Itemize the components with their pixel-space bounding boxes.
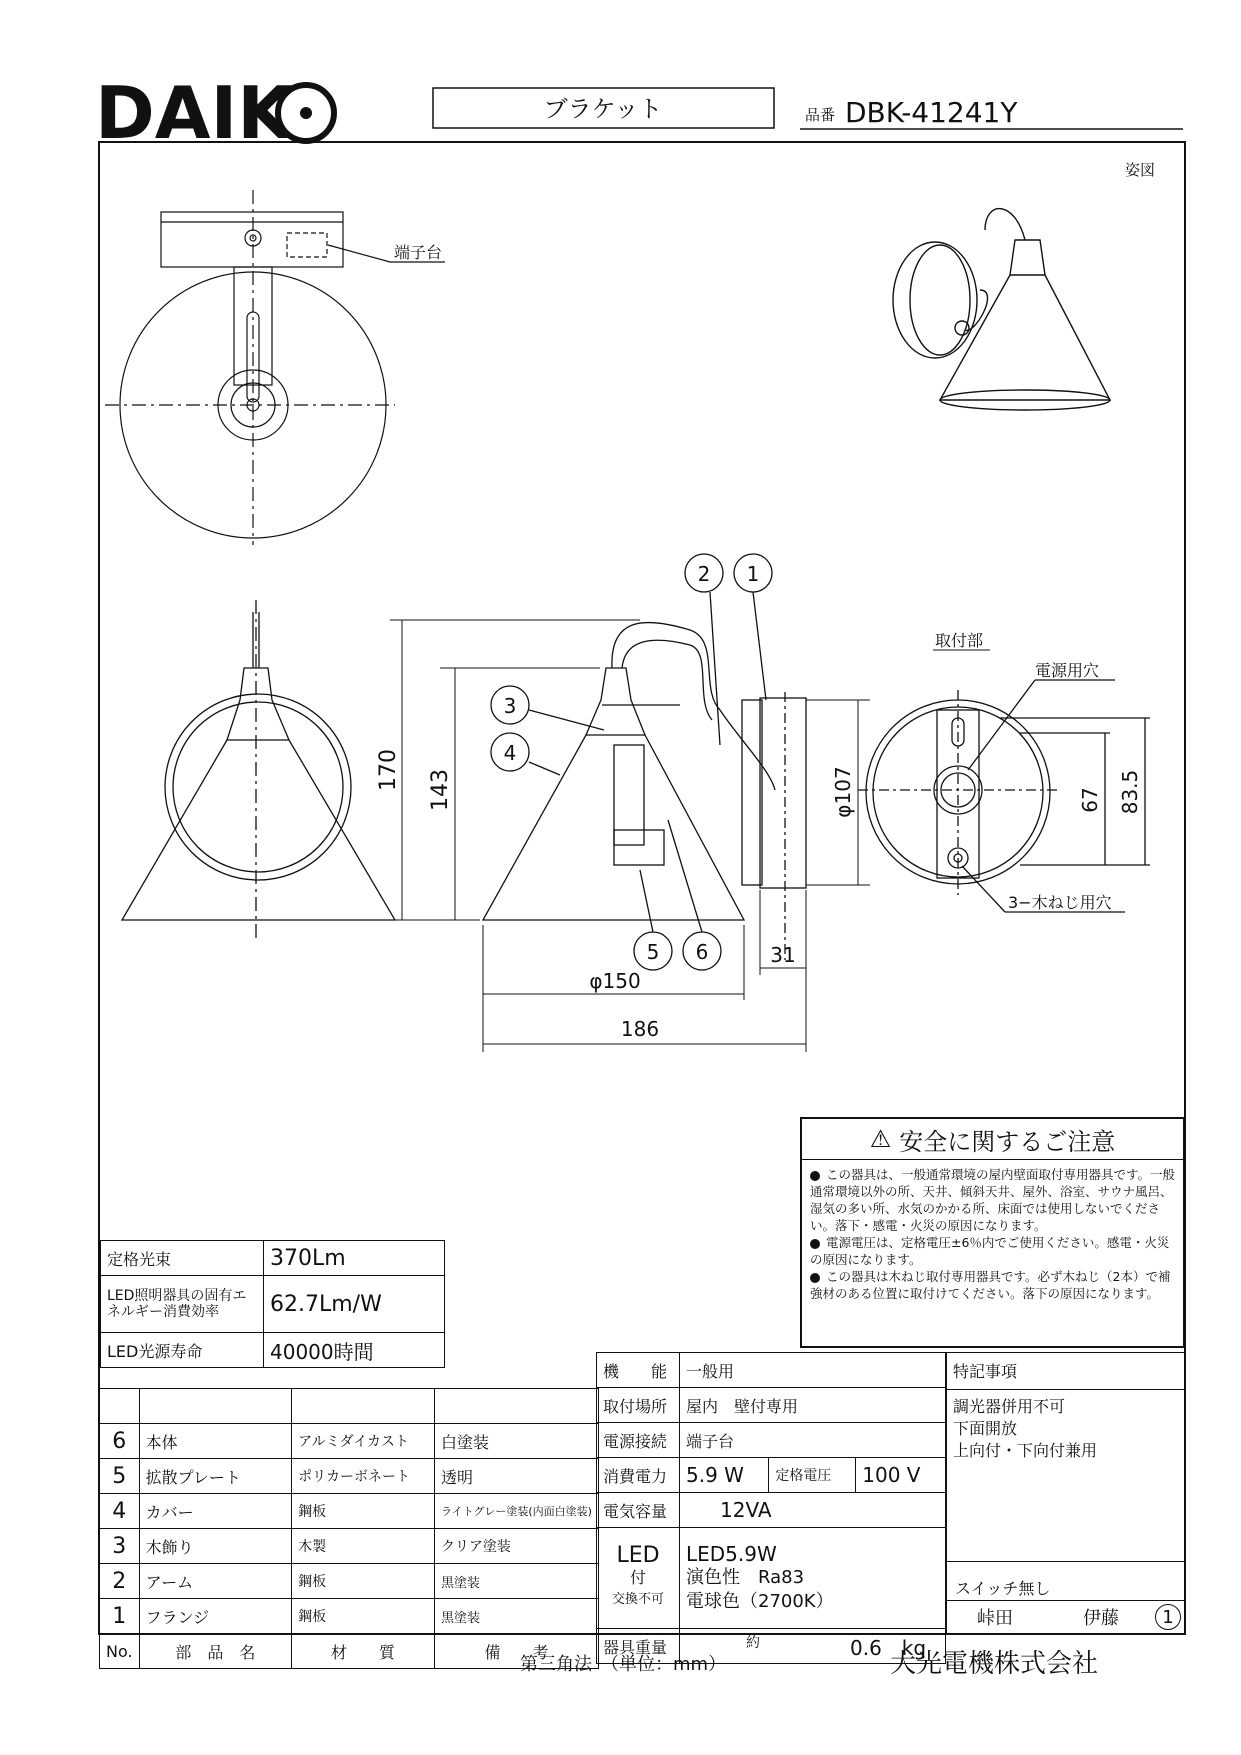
dim-143: 143: [428, 769, 453, 811]
mount-view: [858, 680, 1150, 912]
table-row: 6 本体 アルミダイカスト 白塗装: [100, 1424, 599, 1459]
power-hole-label: 電源用穴: [1035, 661, 1100, 680]
bullet-icon: [810, 1239, 820, 1249]
part-number: DBK-41241Y: [845, 96, 1018, 129]
dim-107: φ107: [831, 766, 855, 818]
dim-67: 67: [1078, 787, 1102, 813]
front-view: [122, 600, 395, 940]
safety-title: ⚠ 安全に関するご注意: [802, 1119, 1183, 1160]
perf-label: LED照明器具の固有エネルギー消費効率: [101, 1276, 264, 1333]
company-name: 大光電機株式会社: [890, 1649, 1099, 1679]
projection-note: 第三角法 （単位：mm）: [520, 1654, 727, 1675]
note-line: 下面開放: [953, 1419, 1018, 1438]
switch-note: スイッチ無し: [947, 1561, 1184, 1613]
parts-table: [99, 1388, 599, 1669]
table-row: 5 拡散プレート ポリカーボネート 透明: [100, 1459, 599, 1494]
callout-3: 3: [503, 694, 517, 718]
table-row: 2 アーム 鋼板 黒塗装: [100, 1564, 599, 1599]
note-line: 上向付・下向付兼用: [953, 1441, 1098, 1460]
perspective-view: [893, 209, 1110, 410]
performance-table: [100, 1240, 445, 1368]
mount-part-label: 取付部: [935, 631, 984, 650]
safety-item: この器具は木ねじ取付専用器具です。必ず木ねじ（2本）で補強材のある位置に取付けてください。落下の原因になります。: [810, 1269, 1171, 1301]
perf-value: 370Lm: [264, 1241, 445, 1276]
callout-6: 6: [695, 940, 709, 964]
table-row: 1 フランジ 鋼板 黒塗装: [100, 1599, 599, 1634]
table-header: No. 部 品 名 材 質 備 考: [100, 1634, 599, 1669]
perf-value: 62.7Lm/W: [264, 1276, 445, 1333]
view-label: 姿図: [1125, 161, 1156, 179]
perf-label: LED光源寿命: [101, 1333, 264, 1368]
spec-table: 機 能 一般用 取付場所 屋内 壁付専用 電源接続 端子台 消費電力 5.9 W 定格電圧 100 V 電気容量 12VA LED 付 交換不可 LED5.9W 演色性 Ra83 電球色（2700K） 器具重量 $^約$ 0.6 kg: [596, 1352, 946, 1664]
dim-31: 31: [770, 943, 796, 967]
dim-186: 186: [620, 1017, 660, 1041]
notes-box: [946, 1352, 1185, 1634]
callout-4: 4: [503, 741, 517, 765]
safety-item: この器具は、一般通常環境の屋内壁面取付専用器具です。一般通常環境以外の所、天井、傾斜天井、屋外、浴室、サウナ風呂、湿気の多い所、水気のかかる所、床面では使用しないでください。落下・感電・火災の原因になります。: [810, 1167, 1176, 1233]
screw-holes-label: 3−木ねじ用穴: [1008, 893, 1112, 912]
product-type: ブラケット: [543, 95, 663, 123]
perf-label: 定格光束: [101, 1241, 264, 1276]
dim-150: φ150: [589, 969, 641, 993]
callout-2: 2: [697, 562, 711, 586]
table-row: 4 カバー 鋼板 ライトグレー塗装(内面白塗装): [100, 1494, 599, 1529]
callout-5: 5: [646, 940, 660, 964]
sheet-number: 1: [1155, 1604, 1181, 1630]
notes-title: 特記事項: [947, 1353, 1184, 1390]
safety-notice: [800, 1117, 1185, 1348]
table-row: 3 木飾り 木製 クリア塗装: [100, 1529, 599, 1564]
side-view: [483, 622, 806, 960]
perf-value: 40000時間: [264, 1333, 445, 1368]
part-number-label: 品番: [805, 106, 836, 124]
safety-item: 電源電圧は、定格電圧±6％内でご使用ください。感電・火災の原因になります。: [810, 1235, 1170, 1267]
signoff-name: 峠田: [977, 1608, 1013, 1629]
dim-170: 170: [376, 749, 401, 791]
callout-1: 1: [746, 562, 760, 586]
dim-83-5: 83.5: [1118, 769, 1142, 815]
warning-icon: ⚠: [869, 1125, 892, 1153]
bullet-icon: [810, 1171, 820, 1181]
callouts: [491, 554, 772, 970]
bullet-icon: [810, 1273, 820, 1283]
terminal-label: 端子台: [394, 243, 443, 262]
signoff-name: 伊藤: [1083, 1608, 1119, 1629]
note-line: 調光器併用不可: [953, 1397, 1066, 1416]
brand-logo: DAIK: [95, 71, 294, 155]
